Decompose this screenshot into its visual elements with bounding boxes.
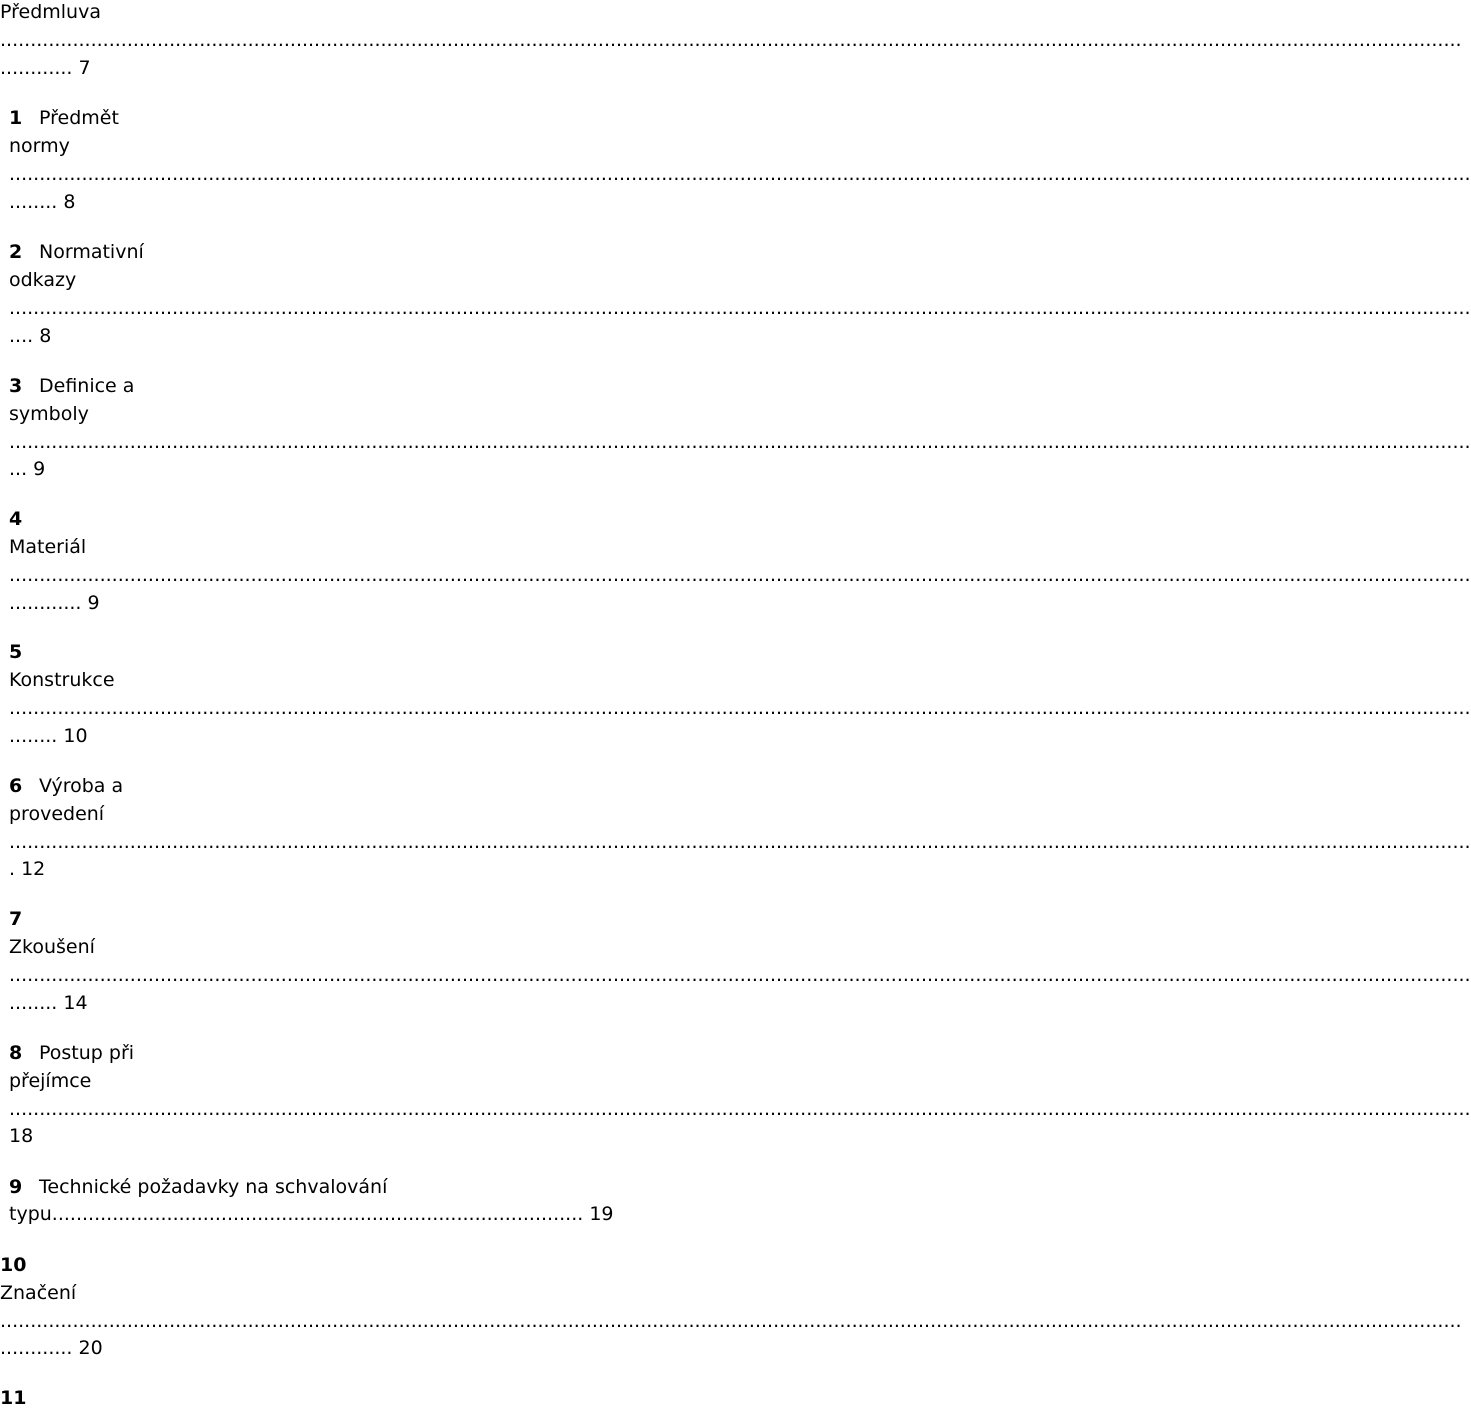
toc-entry-number: 7 xyxy=(9,908,23,930)
toc-entry-number: 2 xyxy=(9,241,23,263)
toc-entry-title: Značení xyxy=(0,1282,77,1304)
toc-leader-dots: .................................................................................................................................................................................................................................................. xyxy=(0,1310,1462,1332)
toc-entry-number: 5 xyxy=(9,641,23,663)
toc-entry-title: Materiál xyxy=(9,536,87,558)
toc-entry-page: ............ 9 xyxy=(9,592,100,614)
toc-leader-dots: .................................................................................................................................................................................................................................................. xyxy=(9,697,1471,719)
toc-entry-number: 4 xyxy=(9,508,23,530)
toc-entry-title-cont: provedení xyxy=(9,803,105,825)
toc-entry-number: 3 xyxy=(9,375,23,397)
toc-entry-title: Výroba a xyxy=(39,775,124,797)
toc-leader-dots: .................................................................................................................................................................................................................................................. xyxy=(0,29,1462,51)
toc-entry-title: Normativní xyxy=(39,241,144,263)
toc-entry-number: 11 xyxy=(0,1387,27,1409)
toc-entry-page: 18 xyxy=(9,1125,34,1147)
toc-entry-title-cont: normy xyxy=(9,135,70,157)
toc-leader-dots: .................................................................................................................................................................................................................................................. xyxy=(9,297,1471,319)
toc-entry-title-cont: odkazy xyxy=(9,269,77,291)
toc-entry-page: ........ 14 xyxy=(9,992,88,1014)
toc-entry-title-cont: typu........................................................................................ 19 xyxy=(9,1203,614,1225)
toc-leader-dots: .................................................................................................................................................................................................................................................. xyxy=(9,831,1471,853)
toc-leader-dots: .................................................................................................................................................................................................................................................. xyxy=(9,1098,1471,1120)
toc-entry-title-cont: symboly xyxy=(9,403,89,425)
toc-entry-title: Definice a xyxy=(39,375,135,397)
toc-preface-title: Předmluva xyxy=(0,1,101,23)
toc-entry-title: Zkoušení xyxy=(9,936,95,958)
toc-entry-number: 10 xyxy=(0,1254,27,1276)
toc-entry-page: ... 9 xyxy=(9,458,46,480)
toc-leader-dots: .................................................................................................................................................................................................................................................. xyxy=(9,964,1471,986)
toc-entry-title: Postup při xyxy=(39,1042,135,1064)
toc-entry-title: Technické požadavky na schvalování xyxy=(39,1176,388,1198)
toc-entry-page: ............ 20 xyxy=(0,1337,103,1359)
toc-entry-page: . 12 xyxy=(9,858,46,880)
toc-entry-number: 6 xyxy=(9,775,23,797)
toc-entry-number: 1 xyxy=(9,107,23,129)
toc-leader-dots: .................................................................................................................................................................................................................................................. xyxy=(9,431,1471,453)
toc-preface-page: ............ 7 xyxy=(0,57,91,79)
toc-entry-number: 9 xyxy=(9,1176,23,1198)
toc-entry-title: Konstrukce xyxy=(9,669,115,691)
toc-entry-page: ........ 8 xyxy=(9,191,76,213)
toc-leader-dots: .................................................................................................................................................................................................................................................. xyxy=(9,564,1471,586)
toc-entry-page: .... 8 xyxy=(9,325,52,347)
toc-leader-dots: .................................................................................................................................................................................................................................................. xyxy=(9,163,1471,185)
toc-entry-page: ........ 10 xyxy=(9,725,88,747)
toc-entry-number: 8 xyxy=(9,1042,23,1064)
toc-entry-title-cont: přejímce xyxy=(9,1070,92,1092)
toc-entry-title: Předmět xyxy=(39,107,119,129)
